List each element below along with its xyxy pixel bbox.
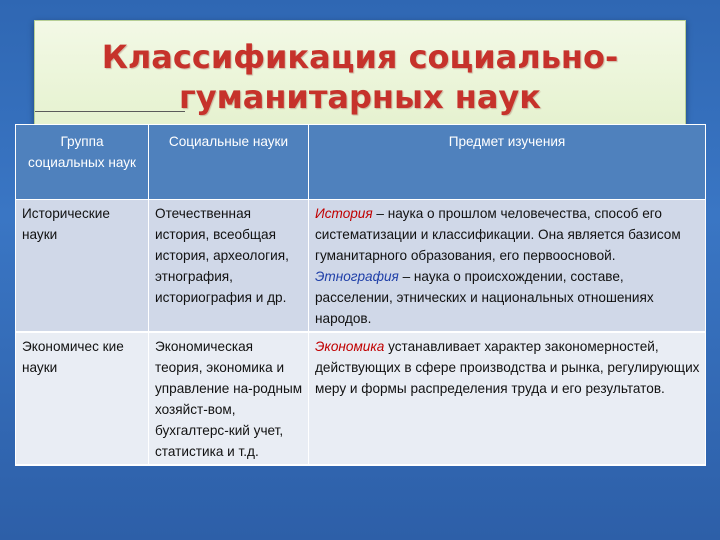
cell-group: Экономичес кие науки (16, 332, 149, 465)
cell-sciences: Экономическая теория, экономика и управление на-родным хозяйст-вом, бухгалтерс-кий учет, статистика и т.д. (149, 332, 309, 465)
cell-sciences: Отечественная история, всеобщая история, археология, этнография, историография и др. (149, 200, 309, 333)
table-row-history (16, 200, 706, 333)
title-box (34, 20, 686, 137)
subject-text-economics: устанавливает характер закономерностей, действующих в сфере производства и рынка, регулирующих меру и формы распределения труда и его результатов. (315, 339, 700, 396)
term-economics: Экономика (315, 339, 385, 354)
cell-subject (309, 200, 706, 333)
table-header-row (16, 125, 706, 200)
header-subject: Предмет изучения (309, 125, 706, 200)
term-ethnography: Этнография (315, 269, 399, 284)
subject-text-ethnography: – наука о происхождении, составе, расселении, этнических и национальных отношениях народов. (315, 269, 654, 326)
cell-group: Исторические науки (16, 200, 149, 333)
title-line-1: Классификация социально- (101, 38, 619, 76)
title-line-2 (35, 77, 685, 117)
cell-subject (309, 332, 706, 465)
title-line-2-text: гуманитарных наук (178, 78, 541, 116)
title-underline-rule (35, 111, 185, 112)
subject-text-history: – наука о прошлом человечества, способ его систематизации и классификации. Она является базисом гуманитарного образования, его первоосновой. (315, 206, 681, 263)
header-group: Группа социальных наук (16, 125, 149, 200)
header-sciences: Социальные науки (149, 125, 309, 200)
term-history: История (315, 206, 373, 221)
science-classification-table (15, 124, 706, 466)
table-row-economics (16, 332, 706, 465)
